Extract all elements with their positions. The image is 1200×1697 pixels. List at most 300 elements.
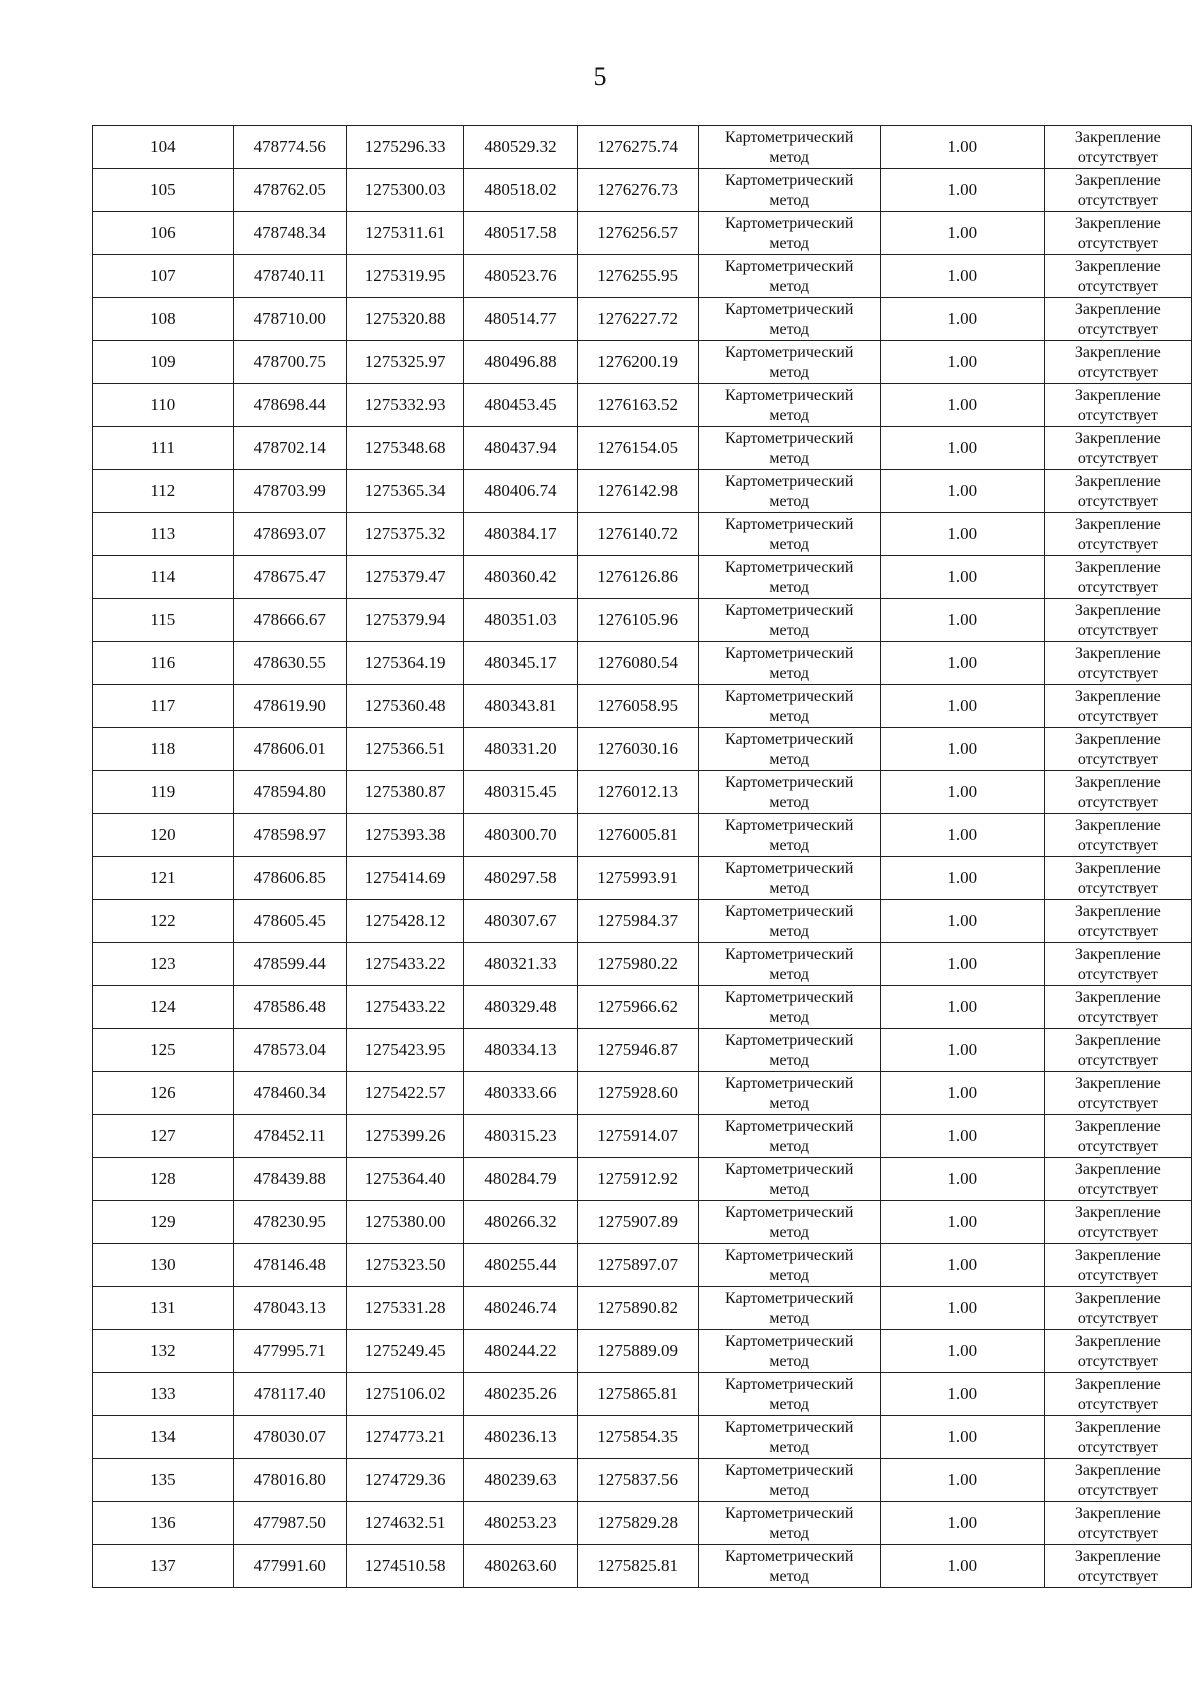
method-line: метод [769, 148, 810, 166]
method-line: Картометрический [725, 902, 854, 920]
fixing-cell [1044, 384, 1191, 427]
fixing-line: Закрепление [1074, 945, 1161, 963]
y2-cell: 1276030.16 [577, 728, 698, 771]
point-number-cell: 119 [93, 771, 234, 814]
fixing-line: отсутствует [1077, 1137, 1158, 1155]
method-cell [698, 1330, 880, 1373]
y2-cell: 1275890.82 [577, 1287, 698, 1330]
fixing-cell [1044, 126, 1191, 169]
method-cell [698, 255, 880, 298]
fixing-cell [1044, 1545, 1191, 1588]
method-line: метод [769, 363, 810, 381]
method-line: метод [769, 1395, 810, 1413]
table-row [93, 728, 1192, 771]
x2-cell: 480351.03 [464, 599, 577, 642]
fixing-line: Закрепление [1074, 429, 1161, 447]
x1-cell: 478774.56 [233, 126, 346, 169]
method-line: метод [769, 320, 810, 338]
y1-cell: 1275393.38 [346, 814, 464, 857]
fixing-line: отсутствует [1077, 1524, 1158, 1542]
x2-cell: 480266.32 [464, 1201, 577, 1244]
fixing-line: Закрепление [1074, 902, 1161, 920]
fixing-line: Закрепление [1074, 343, 1161, 361]
method-line: Картометрический [725, 343, 854, 361]
method-line: Картометрический [725, 1117, 854, 1135]
method-line: метод [769, 922, 810, 940]
x2-cell: 480517.58 [464, 212, 577, 255]
fixing-line: отсутствует [1077, 320, 1158, 338]
accuracy-cell: 1.00 [880, 212, 1044, 255]
method-line: Картометрический [725, 687, 854, 705]
x1-cell: 478605.45 [233, 900, 346, 943]
table-row [93, 685, 1192, 728]
table-row [93, 470, 1192, 513]
page-number: 5 [593, 62, 607, 91]
method-line: метод [769, 535, 810, 553]
y2-cell: 1275914.07 [577, 1115, 698, 1158]
table-row [93, 1545, 1192, 1588]
x1-cell: 478573.04 [233, 1029, 346, 1072]
point-number-cell: 134 [93, 1416, 234, 1459]
x1-cell: 478675.47 [233, 556, 346, 599]
x1-cell: 478439.88 [233, 1158, 346, 1201]
table-row [93, 255, 1192, 298]
fixing-cell [1044, 599, 1191, 642]
y1-cell: 1275364.19 [346, 642, 464, 685]
accuracy-cell: 1.00 [880, 126, 1044, 169]
fixing-cell [1044, 728, 1191, 771]
method-line: Картометрический [725, 429, 854, 447]
x2-cell: 480235.26 [464, 1373, 577, 1416]
accuracy-cell: 1.00 [880, 685, 1044, 728]
y2-cell: 1276142.98 [577, 470, 698, 513]
method-cell [698, 126, 880, 169]
accuracy-cell: 1.00 [880, 599, 1044, 642]
y2-cell: 1275966.62 [577, 986, 698, 1029]
y2-cell: 1276005.81 [577, 814, 698, 857]
fixing-line: Закрепление [1074, 816, 1161, 834]
fixing-line: Закрепление [1074, 687, 1161, 705]
x1-cell: 478606.01 [233, 728, 346, 771]
method-line: Картометрический [725, 1246, 854, 1264]
x1-cell: 478702.14 [233, 427, 346, 470]
fixing-cell [1044, 1201, 1191, 1244]
y2-cell: 1275993.91 [577, 857, 698, 900]
x1-cell: 478748.34 [233, 212, 346, 255]
method-cell [698, 1072, 880, 1115]
fixing-line: отсутствует [1077, 1481, 1158, 1499]
fixing-cell [1044, 986, 1191, 1029]
method-cell [698, 1459, 880, 1502]
method-line: Картометрический [725, 515, 854, 533]
point-number-cell: 109 [93, 341, 234, 384]
accuracy-cell: 1.00 [880, 1330, 1044, 1373]
method-line: Картометрический [725, 300, 854, 318]
fixing-line: Закрепление [1074, 730, 1161, 748]
method-line: метод [769, 750, 810, 768]
point-number-cell: 132 [93, 1330, 234, 1373]
fixing-line: Закрепление [1074, 601, 1161, 619]
y1-cell: 1275300.03 [346, 169, 464, 212]
y1-cell: 1275365.34 [346, 470, 464, 513]
point-number-cell: 115 [93, 599, 234, 642]
method-line: метод [769, 1137, 810, 1155]
method-cell [698, 1115, 880, 1158]
method-line: Картометрический [725, 1461, 854, 1479]
method-cell [698, 298, 880, 341]
y1-cell: 1275379.47 [346, 556, 464, 599]
point-number-cell: 122 [93, 900, 234, 943]
y1-cell: 1275423.95 [346, 1029, 464, 1072]
x2-cell: 480514.77 [464, 298, 577, 341]
accuracy-cell: 1.00 [880, 1287, 1044, 1330]
method-line: метод [769, 406, 810, 424]
accuracy-cell: 1.00 [880, 384, 1044, 427]
point-number-cell: 126 [93, 1072, 234, 1115]
method-cell [698, 814, 880, 857]
y2-cell: 1275984.37 [577, 900, 698, 943]
x2-cell: 480253.23 [464, 1502, 577, 1545]
x1-cell: 478710.00 [233, 298, 346, 341]
fixing-line: Закрепление [1074, 214, 1161, 232]
y1-cell: 1275360.48 [346, 685, 464, 728]
point-number-cell: 107 [93, 255, 234, 298]
method-line: метод [769, 492, 810, 510]
x2-cell: 480297.58 [464, 857, 577, 900]
fixing-line: Закрепление [1074, 1117, 1161, 1135]
method-line: Картометрический [725, 128, 854, 146]
y2-cell: 1276256.57 [577, 212, 698, 255]
fixing-line: Закрепление [1074, 1289, 1161, 1307]
y1-cell: 1275296.33 [346, 126, 464, 169]
method-line: метод [769, 1438, 810, 1456]
method-cell [698, 1029, 880, 1072]
method-line: Картометрический [725, 257, 854, 275]
accuracy-cell: 1.00 [880, 1244, 1044, 1287]
accuracy-cell: 1.00 [880, 556, 1044, 599]
table-row [93, 556, 1192, 599]
accuracy-cell: 1.00 [880, 986, 1044, 1029]
fixing-line: отсутствует [1077, 836, 1158, 854]
table-row [93, 384, 1192, 427]
fixing-line: Закрепление [1074, 644, 1161, 662]
y1-cell: 1275433.22 [346, 986, 464, 1029]
x2-cell: 480529.32 [464, 126, 577, 169]
method-line: Картометрический [725, 472, 854, 490]
y2-cell: 1275837.56 [577, 1459, 698, 1502]
method-cell [698, 685, 880, 728]
x1-cell: 477987.50 [233, 1502, 346, 1545]
method-cell [698, 384, 880, 427]
accuracy-cell: 1.00 [880, 857, 1044, 900]
method-line: метод [769, 965, 810, 983]
x1-cell: 478698.44 [233, 384, 346, 427]
fixing-line: отсутствует [1077, 707, 1158, 725]
fixing-line: отсутствует [1077, 1309, 1158, 1327]
accuracy-cell: 1.00 [880, 255, 1044, 298]
accuracy-cell: 1.00 [880, 943, 1044, 986]
method-line: метод [769, 1524, 810, 1542]
fixing-line: отсутствует [1077, 1352, 1158, 1370]
method-cell [698, 771, 880, 814]
method-cell [698, 1373, 880, 1416]
y2-cell: 1276012.13 [577, 771, 698, 814]
y1-cell: 1275414.69 [346, 857, 464, 900]
table-row [93, 1502, 1192, 1545]
y1-cell: 1274729.36 [346, 1459, 464, 1502]
point-number-cell: 116 [93, 642, 234, 685]
method-line: метод [769, 1094, 810, 1112]
method-cell [698, 1244, 880, 1287]
y1-cell: 1275422.57 [346, 1072, 464, 1115]
fixing-cell [1044, 470, 1191, 513]
table-row [93, 1201, 1192, 1244]
accuracy-cell: 1.00 [880, 642, 1044, 685]
fixing-line: отсутствует [1077, 191, 1158, 209]
fixing-line: Закрепление [1074, 1160, 1161, 1178]
x2-cell: 480321.33 [464, 943, 577, 986]
table-row [93, 943, 1192, 986]
method-cell [698, 1158, 880, 1201]
fixing-cell [1044, 1029, 1191, 1072]
fixing-line: отсутствует [1077, 1567, 1158, 1585]
fixing-line: Закрепление [1074, 1504, 1161, 1522]
fixing-line: Закрепление [1074, 257, 1161, 275]
fixing-cell [1044, 169, 1191, 212]
accuracy-cell: 1.00 [880, 169, 1044, 212]
fixing-cell [1044, 1373, 1191, 1416]
point-number-cell: 129 [93, 1201, 234, 1244]
table-row [93, 642, 1192, 685]
point-number-cell: 130 [93, 1244, 234, 1287]
table-row [93, 1115, 1192, 1158]
method-line: метод [769, 836, 810, 854]
x2-cell: 480244.22 [464, 1330, 577, 1373]
method-line: Картометрический [725, 816, 854, 834]
accuracy-cell: 1.00 [880, 1072, 1044, 1115]
accuracy-cell: 1.00 [880, 1158, 1044, 1201]
y1-cell: 1275325.97 [346, 341, 464, 384]
fixing-cell [1044, 1287, 1191, 1330]
fixing-cell [1044, 857, 1191, 900]
fixing-line: Закрепление [1074, 1332, 1161, 1350]
fixing-cell [1044, 298, 1191, 341]
y2-cell: 1276163.52 [577, 384, 698, 427]
x2-cell: 480496.88 [464, 341, 577, 384]
fixing-line: Закрепление [1074, 1418, 1161, 1436]
method-cell [698, 169, 880, 212]
method-line: Картометрический [725, 1547, 854, 1565]
fixing-cell [1044, 900, 1191, 943]
fixing-line: отсутствует [1077, 363, 1158, 381]
x1-cell: 478666.67 [233, 599, 346, 642]
method-cell [698, 341, 880, 384]
table-row [93, 298, 1192, 341]
fixing-line: Закрепление [1074, 558, 1161, 576]
y2-cell: 1275928.60 [577, 1072, 698, 1115]
method-cell [698, 1545, 880, 1588]
y1-cell: 1275399.26 [346, 1115, 464, 1158]
fixing-cell [1044, 771, 1191, 814]
y1-cell: 1275320.88 [346, 298, 464, 341]
fixing-line: отсутствует [1077, 535, 1158, 553]
accuracy-cell: 1.00 [880, 427, 1044, 470]
method-line: Картометрический [725, 1504, 854, 1522]
method-line: Картометрический [725, 386, 854, 404]
y1-cell: 1275332.93 [346, 384, 464, 427]
accuracy-cell: 1.00 [880, 1502, 1044, 1545]
point-number-cell: 123 [93, 943, 234, 986]
fixing-line: отсутствует [1077, 406, 1158, 424]
accuracy-cell: 1.00 [880, 1029, 1044, 1072]
x2-cell: 480307.67 [464, 900, 577, 943]
method-cell [698, 599, 880, 642]
accuracy-cell: 1.00 [880, 1459, 1044, 1502]
x1-cell: 478586.48 [233, 986, 346, 1029]
x2-cell: 480315.23 [464, 1115, 577, 1158]
y2-cell: 1276255.95 [577, 255, 698, 298]
point-number-cell: 113 [93, 513, 234, 556]
table-row [93, 814, 1192, 857]
coordinates-table [92, 125, 1192, 1588]
point-number-cell: 104 [93, 126, 234, 169]
y1-cell: 1275366.51 [346, 728, 464, 771]
table-row [93, 341, 1192, 384]
accuracy-cell: 1.00 [880, 341, 1044, 384]
fixing-line: отсутствует [1077, 1266, 1158, 1284]
x2-cell: 480255.44 [464, 1244, 577, 1287]
point-number-cell: 133 [93, 1373, 234, 1416]
x1-cell: 478460.34 [233, 1072, 346, 1115]
method-line: Картометрический [725, 171, 854, 189]
fixing-line: отсутствует [1077, 1438, 1158, 1456]
y2-cell: 1276105.96 [577, 599, 698, 642]
table-row [93, 1373, 1192, 1416]
fixing-cell [1044, 1115, 1191, 1158]
fixing-line: Закрепление [1074, 515, 1161, 533]
table-row [93, 1029, 1192, 1072]
method-line: метод [769, 664, 810, 682]
method-cell [698, 943, 880, 986]
y1-cell: 1275379.94 [346, 599, 464, 642]
y2-cell: 1276200.19 [577, 341, 698, 384]
fixing-cell [1044, 1502, 1191, 1545]
x2-cell: 480518.02 [464, 169, 577, 212]
y1-cell: 1275380.87 [346, 771, 464, 814]
method-line: метод [769, 1352, 810, 1370]
x1-cell: 478619.90 [233, 685, 346, 728]
fixing-line: Закрепление [1074, 386, 1161, 404]
accuracy-cell: 1.00 [880, 900, 1044, 943]
x1-cell: 478700.75 [233, 341, 346, 384]
x2-cell: 480334.13 [464, 1029, 577, 1072]
fixing-line: Закрепление [1074, 1203, 1161, 1221]
method-line: Картометрический [725, 1418, 854, 1436]
y2-cell: 1276140.72 [577, 513, 698, 556]
x2-cell: 480345.17 [464, 642, 577, 685]
point-number-cell: 121 [93, 857, 234, 900]
fixing-cell [1044, 1330, 1191, 1373]
x2-cell: 480239.63 [464, 1459, 577, 1502]
method-cell [698, 1201, 880, 1244]
x2-cell: 480384.17 [464, 513, 577, 556]
x2-cell: 480523.76 [464, 255, 577, 298]
method-line: метод [769, 277, 810, 295]
y1-cell: 1275380.00 [346, 1201, 464, 1244]
method-line: метод [769, 1266, 810, 1284]
method-line: Картометрический [725, 945, 854, 963]
method-cell [698, 1287, 880, 1330]
table-row [93, 427, 1192, 470]
method-line: метод [769, 1309, 810, 1327]
method-line: метод [769, 879, 810, 897]
method-line: метод [769, 578, 810, 596]
method-cell [698, 900, 880, 943]
method-cell [698, 1416, 880, 1459]
fixing-line: Закрепление [1074, 1246, 1161, 1264]
point-number-cell: 136 [93, 1502, 234, 1545]
y1-cell: 1275106.02 [346, 1373, 464, 1416]
table-row [93, 771, 1192, 814]
y2-cell: 1275980.22 [577, 943, 698, 986]
method-line: Картометрический [725, 1031, 854, 1049]
accuracy-cell: 1.00 [880, 1201, 1044, 1244]
point-number-cell: 106 [93, 212, 234, 255]
fixing-cell [1044, 556, 1191, 599]
fixing-cell [1044, 1416, 1191, 1459]
table-row [93, 513, 1192, 556]
point-number-cell: 108 [93, 298, 234, 341]
y2-cell: 1276276.73 [577, 169, 698, 212]
method-line: метод [769, 1051, 810, 1069]
fixing-cell [1044, 642, 1191, 685]
method-line: метод [769, 1223, 810, 1241]
x1-cell: 478117.40 [233, 1373, 346, 1416]
x2-cell: 480360.42 [464, 556, 577, 599]
table-row [93, 1416, 1192, 1459]
y2-cell: 1275907.89 [577, 1201, 698, 1244]
method-cell [698, 642, 880, 685]
x2-cell: 480263.60 [464, 1545, 577, 1588]
point-number-cell: 105 [93, 169, 234, 212]
table-row [93, 169, 1192, 212]
point-number-cell: 118 [93, 728, 234, 771]
x1-cell: 478043.13 [233, 1287, 346, 1330]
y2-cell: 1276126.86 [577, 556, 698, 599]
method-line: Картометрический [725, 558, 854, 576]
x1-cell: 478630.55 [233, 642, 346, 685]
fixing-line: Закрепление [1074, 300, 1161, 318]
method-line: метод [769, 1567, 810, 1585]
fixing-line: отсутствует [1077, 879, 1158, 897]
x2-cell: 480453.45 [464, 384, 577, 427]
method-cell [698, 986, 880, 1029]
x2-cell: 480437.94 [464, 427, 577, 470]
method-line: Картометрический [725, 214, 854, 232]
x1-cell: 478740.11 [233, 255, 346, 298]
y2-cell: 1275854.35 [577, 1416, 698, 1459]
method-line: метод [769, 234, 810, 252]
fixing-cell [1044, 1244, 1191, 1287]
fixing-line: отсутствует [1077, 1094, 1158, 1112]
y2-cell: 1275889.09 [577, 1330, 698, 1373]
y1-cell: 1275311.61 [346, 212, 464, 255]
fixing-line: отсутствует [1077, 621, 1158, 639]
y2-cell: 1275829.28 [577, 1502, 698, 1545]
fixing-cell [1044, 341, 1191, 384]
accuracy-cell: 1.00 [880, 298, 1044, 341]
table-row [93, 599, 1192, 642]
